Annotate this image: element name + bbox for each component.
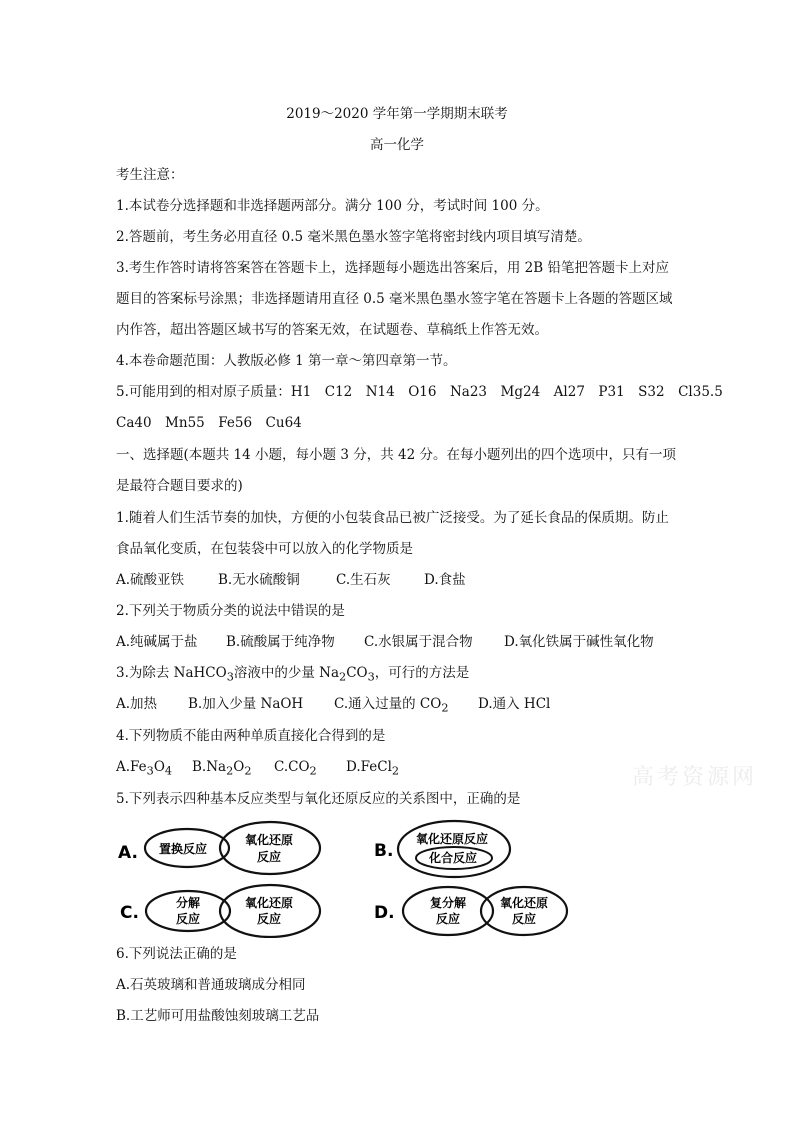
watermark: 高考资源网 <box>632 765 758 790</box>
q1-option-b: B.无水硫酸铜 <box>218 572 300 588</box>
q6-option-a: A.石英玻璃和普通玻璃成分相同 <box>116 977 306 993</box>
diagram-b-label: B. <box>374 841 394 861</box>
diagram-c-right-ellipse <box>220 885 320 937</box>
q3-option-a: A.加热 <box>116 696 158 712</box>
q2-option-c: C.水银属于混合物 <box>364 634 473 650</box>
diagram-a-right-ellipse <box>220 822 320 874</box>
diagram-c-left-text-1: 分解 <box>176 896 201 910</box>
diagram-d-left-text-2: 反应 <box>436 912 461 926</box>
diagram-d-right-text-1: 氧化还原 <box>500 896 549 910</box>
diagram-c-label: C. <box>120 903 139 923</box>
q6-stem: 6.下列说法正确的是 <box>116 946 237 962</box>
q2-option-d: D.氧化铁属于碱性氧化物 <box>504 634 654 650</box>
section1-intro-cont: 是最符合题目要求的) <box>116 478 243 494</box>
q3-option-b: B.加入少量 NaOH <box>188 696 304 712</box>
diagram-d-right-text-2: 反应 <box>512 912 537 926</box>
q1-option-a: A.硫酸亚铁 <box>116 572 185 588</box>
q4-option-c: $C.CO_2$ <box>274 759 317 778</box>
notice-item-5: 5.可能用到的相对原子质量：H1 C12 N14 O16 Na23 Mg24 Al27 P31 S32 Cl35.5 <box>116 384 723 400</box>
q4-stem: 4.下列物质不能由两种单质直接化合得到的是 <box>116 728 386 744</box>
q1-options <box>116 571 466 589</box>
diagram-a-right-text-2: 反应 <box>257 850 282 864</box>
notice-item-1: 1.本试卷分选择题和非选择题两部分。满分 100 分，考试时间 100 分。 <box>116 198 549 214</box>
q1-stem-cont: 食品氧化变质，在包装袋中可以放入的化学物质是 <box>116 541 413 557</box>
q4-option-d: D.FeCl$_2$ <box>346 759 400 778</box>
q3-options <box>116 695 550 718</box>
notice-heading: 考生注意： <box>116 167 184 183</box>
q1-option-c: C.生石灰 <box>336 572 391 588</box>
q6-option-b: B.工艺师可用盐酸蚀刻玻璃工艺品 <box>116 1008 320 1024</box>
q5-stem: 5.下列表示四种基本反应类型与氧化还原反应的关系图中，正确的是 <box>116 791 521 807</box>
diagram-b-inner-text: 化合反应 <box>429 851 478 865</box>
q4-option-b: $B.Na_2O_2$ <box>192 759 252 778</box>
notice-item-3-cont2: 内作答，超出答题区域书写的答案无效，在试题卷、草稿纸上作答无效。 <box>116 322 548 338</box>
notice-item-3-cont: 题目的答案标号涂黑；非选择题请用直径 0.5 毫米黑色墨水签字笔在答题卡上各题的答题区域 <box>116 291 673 307</box>
q3-stem: 3.为除去 NaHCO$_3$溶液中的少量 $Na_2CO_3$，可行的方法是 <box>116 665 470 684</box>
subject-title: 高一化学 <box>370 137 424 153</box>
q1-stem: 1.随着人们生活节奏的加快，方便的小包装食品已被广泛接受。为了延长食品的保质期。防止 <box>116 510 669 526</box>
diagram-b-outer-text: 氧化还原反应 <box>416 832 489 846</box>
notice-item-2: 2.答题前，考生务必用直径 0.5 毫米黑色墨水签字笔将密封线内项目填写清楚。 <box>116 229 591 245</box>
diagram-d-left-text-1: 复分解 <box>430 896 467 910</box>
q3-option-d: D.通入 HCl <box>478 696 551 712</box>
diagram-d-left-ellipse <box>403 887 493 935</box>
diagram-c-right-text-1: 氧化还原 <box>245 896 294 910</box>
diagram-a-left-text: 置换反应 <box>159 842 208 856</box>
q4-options <box>116 758 399 781</box>
notice-item-5-cont: Ca40 Mn55 Fe56 Cu64 <box>116 415 302 431</box>
q2-option-b: B.硫酸属于纯净物 <box>226 634 335 650</box>
q4-option-a: $A.Fe_3O_4$ <box>116 759 173 778</box>
notice-item-4: 4.本卷命题范围：人教版必修 1 第一章～第四章第一节。 <box>116 353 457 369</box>
section1-intro: 一、选择题(本题共 14 小题，每小题 3 分，共 42 分。在每小题列出的四个选项中，只有一项 <box>116 447 676 463</box>
diagram-c-right-text-2: 反应 <box>257 912 282 926</box>
diagram-d-label: D. <box>374 903 395 923</box>
diagram-c-left-text-2: 反应 <box>176 912 201 926</box>
q5-diagram <box>110 818 590 938</box>
q2-stem: 2.下列关于物质分类的说法中错误的是 <box>116 603 345 619</box>
notice-item-3: 3.考生作答时请将答案答在答题卡上，选择题每小题选出答案后，用 2B 铅笔把答题卡上对应 <box>116 260 669 276</box>
diagram-a-right-text-1: 氧化还原 <box>245 833 294 847</box>
q2-option-a: A.纯碱属于盐 <box>116 634 198 650</box>
diagram-a-label: A. <box>118 843 138 863</box>
q2-options <box>116 633 654 651</box>
exam-title: 2019～2020 学年第一学期期末联考 <box>286 106 508 122</box>
q1-option-d: D.食盐 <box>424 572 466 588</box>
q3-option-c: C.通入过量的 $CO_2$ <box>334 696 449 715</box>
